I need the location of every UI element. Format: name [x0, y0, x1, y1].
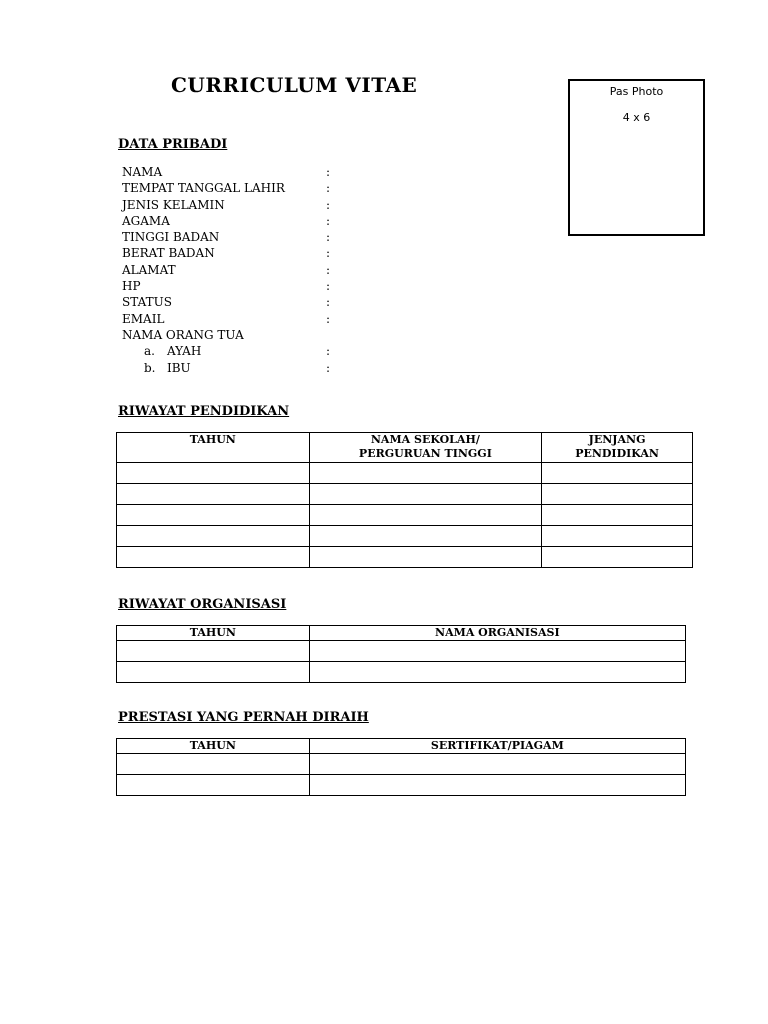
table-row — [117, 754, 686, 775]
col-header-sertifikat: SERTIFIKAT/PIAGAM — [309, 739, 685, 754]
table-row — [117, 775, 686, 796]
table-cell[interactable] — [542, 505, 693, 526]
table-cell[interactable] — [117, 662, 310, 683]
field-colon: : — [326, 262, 331, 277]
table-cell[interactable] — [309, 662, 685, 683]
heading-prestasi: PRESTASI YANG PERNAH DIRAIH — [118, 710, 369, 725]
field-label: HP — [122, 279, 141, 294]
field-label: BERAT BADAN — [122, 246, 215, 261]
photo-placeholder — [568, 79, 705, 236]
table-cell[interactable] — [117, 641, 310, 662]
field-colon: : — [326, 279, 331, 294]
education-table — [116, 432, 693, 568]
table-cell[interactable] — [117, 505, 310, 526]
col-header-nama-organisasi: NAMA ORGANISASI — [309, 626, 685, 641]
page-title: CURRICULUM VITAE — [171, 73, 418, 97]
table-cell[interactable] — [309, 463, 542, 484]
field-colon: : — [326, 165, 331, 179]
photo-label: Pas Photo — [609, 85, 664, 98]
field-colon: : — [326, 246, 331, 261]
col-header-jenjang — [542, 433, 693, 463]
list-marker: b. — [144, 360, 156, 375]
field-colon: : — [326, 360, 331, 375]
table-cell[interactable] — [117, 484, 310, 505]
table-cell[interactable] — [309, 754, 685, 775]
organization-table — [116, 625, 686, 683]
table-cell[interactable] — [309, 526, 542, 547]
table-header-row — [117, 626, 686, 641]
table-cell[interactable] — [542, 484, 693, 505]
header-line: PENDIDIKAN — [575, 447, 659, 460]
table-cell[interactable] — [542, 547, 693, 568]
field-colon: : — [326, 311, 331, 326]
col-header-nama-sekolah — [309, 433, 542, 463]
heading-riwayat-organisasi: RIWAYAT ORGANISASI — [118, 597, 287, 612]
table-cell[interactable] — [309, 775, 685, 796]
table-row — [117, 484, 693, 505]
table-row — [117, 463, 693, 484]
table-cell[interactable] — [309, 484, 542, 505]
table-cell[interactable] — [309, 547, 542, 568]
field-label: TEMPAT TANGGAL LAHIR — [122, 181, 285, 196]
table-row — [117, 526, 693, 547]
field-label: STATUS — [122, 295, 172, 310]
table-cell[interactable] — [117, 775, 310, 796]
table-cell[interactable] — [117, 754, 310, 775]
col-header-tahun: TAHUN — [117, 433, 310, 463]
photo-size: 4 x 6 — [622, 111, 651, 124]
field-colon: : — [326, 344, 331, 359]
header-line: PERGURUAN TINGGI — [358, 447, 492, 460]
col-header-tahun: TAHUN — [117, 739, 310, 754]
table-cell[interactable] — [117, 463, 310, 484]
table-cell[interactable] — [117, 526, 310, 547]
table-cell[interactable] — [309, 505, 542, 526]
field-label: JENIS KELAMIN — [122, 197, 225, 212]
field-colon: : — [326, 213, 331, 228]
field-label: AGAMA — [122, 213, 170, 228]
table-header-row — [117, 433, 693, 463]
table-row — [117, 547, 693, 568]
table-cell[interactable] — [542, 526, 693, 547]
field-label: ALAMAT — [122, 262, 176, 277]
heading-riwayat-pendidikan: RIWAYAT PENDIDIKAN — [118, 404, 290, 419]
field-label: EMAIL — [122, 311, 165, 326]
header-line: NAMA SEKOLAH/ — [370, 433, 480, 446]
field-colon: : — [326, 181, 331, 196]
table-row — [117, 505, 693, 526]
table-row — [117, 662, 686, 683]
table-header-row — [117, 739, 686, 754]
list-marker: a. — [144, 344, 155, 359]
col-header-tahun: TAHUN — [117, 626, 310, 641]
field-colon: : — [326, 230, 331, 245]
table-cell[interactable] — [117, 547, 310, 568]
field-label: IBU — [167, 360, 191, 375]
field-label: NAMA — [122, 165, 163, 179]
field-colon: : — [326, 295, 331, 310]
heading-data-pribadi: DATA PRIBADI — [118, 137, 228, 152]
field-label: NAMA ORANG TUA — [122, 327, 244, 342]
achievement-table — [116, 738, 686, 796]
field-label: AYAH — [167, 344, 202, 359]
header-line: JENJANG — [588, 433, 646, 446]
field-label: TINGGI BADAN — [122, 230, 220, 245]
table-cell[interactable] — [542, 463, 693, 484]
table-cell[interactable] — [309, 641, 685, 662]
field-colon: : — [326, 197, 331, 212]
table-row — [117, 641, 686, 662]
